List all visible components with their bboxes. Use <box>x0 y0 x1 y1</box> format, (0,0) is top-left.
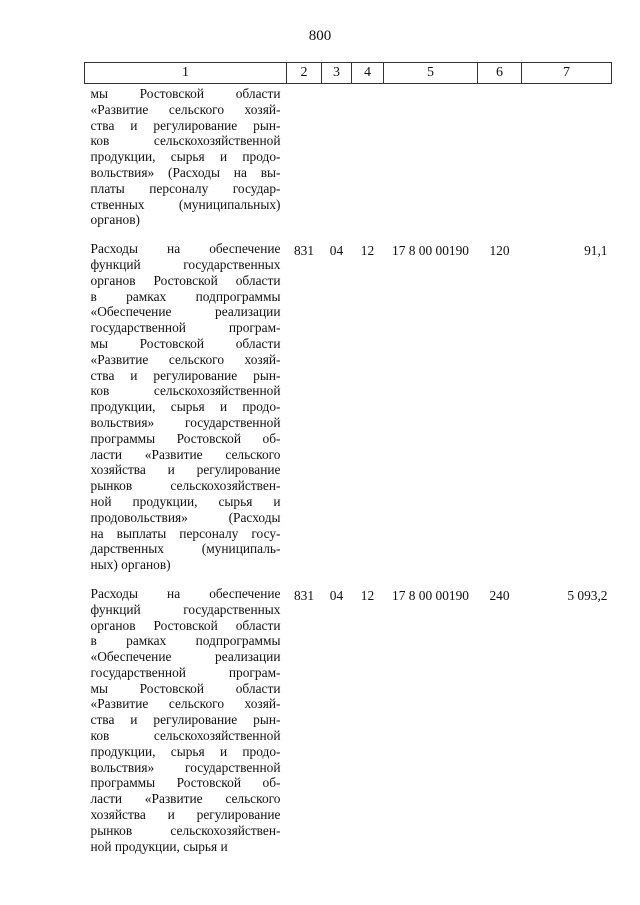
table-row <box>85 84 612 229</box>
description-line: органов Ростовской области <box>90 617 281 633</box>
page-number: 800 <box>308 28 332 44</box>
row-description <box>85 584 287 855</box>
admin-code-cell: 831 <box>293 243 315 259</box>
amount-cell: 5 093,2 <box>567 587 608 603</box>
description-line: органов Ростовской области <box>90 272 281 288</box>
column-header: 4 <box>352 63 384 84</box>
column-header: 2 <box>287 63 322 84</box>
description-line: ства и регулирование рын- <box>90 367 281 383</box>
description-line: ков сельскохозяйственной <box>90 133 281 149</box>
description-line: Расходы на обеспечение <box>90 585 281 601</box>
description-line: ства и регулирование рын- <box>90 712 281 728</box>
row-description <box>85 239 287 573</box>
row-spacer <box>85 228 612 239</box>
description-line: рынков сельскохозяйствен- <box>90 478 281 494</box>
description-line: ласти «Развитие сельского <box>90 791 281 807</box>
description-line: мы Ростовской области <box>90 335 281 351</box>
description-line: государственной програм- <box>90 664 281 680</box>
description-line: продовольствия» (Расходы <box>90 509 281 525</box>
target-article-cell: 17 8 00 00190 <box>392 243 469 259</box>
description-line: в рамках подпрограммы <box>90 633 281 649</box>
column-header: 7 <box>522 63 612 84</box>
description-line: «Обеспечение реализации <box>90 304 281 320</box>
table-row <box>85 239 612 573</box>
target-article-cell: 17 8 00 00190 <box>392 587 469 603</box>
description-line: программы Ростовской об- <box>90 775 281 791</box>
description-line: «Развитие сельского хозяй- <box>90 351 281 367</box>
table-body <box>85 84 612 855</box>
header-row <box>85 63 612 84</box>
admin-code-cell <box>287 84 322 229</box>
expense-type-cell: 120 <box>489 243 510 259</box>
description-line: продукции, сырья и продо- <box>90 399 281 415</box>
description-line: государственной програм- <box>90 320 281 336</box>
description-line: ной продукции, сырья и <box>90 493 281 509</box>
amount-cell: 91,1 <box>584 243 608 259</box>
expense-type-cell: 240 <box>489 587 510 603</box>
subsection-cell <box>352 84 384 229</box>
admin-code-cell: 831 <box>293 587 315 603</box>
column-header: 1 <box>85 63 287 84</box>
description-line: вольствия» государственной <box>90 759 281 775</box>
target-article-cell <box>384 84 478 229</box>
amount-cell <box>522 84 612 229</box>
description-line: ства и регулирование рын- <box>90 117 281 133</box>
description-line: хозяйства и регулирование <box>90 807 281 823</box>
description-line: в рамках подпрограммы <box>90 288 281 304</box>
description-line: продукции, сырья и продо- <box>90 743 281 759</box>
column-header: 5 <box>384 63 478 84</box>
description-line: мы Ростовской области <box>90 680 281 696</box>
description-line: ственных (муниципальных) <box>90 196 281 212</box>
description-line: ков сельскохозяйственной <box>90 728 281 744</box>
description-line: ков сельскохозяйственной <box>90 383 281 399</box>
description-line: ной продукции, сырья и <box>90 838 228 854</box>
description-line: вольствия» (Расходы на вы- <box>90 164 281 180</box>
row-spacer-cell <box>85 228 612 239</box>
subsection-cell: 12 <box>360 243 375 259</box>
description-line: ласти «Развитие сельского <box>90 446 281 462</box>
description-line: органов) <box>90 212 140 228</box>
budget-table <box>84 62 612 854</box>
description-line: рынков сельскохозяйствен- <box>90 822 281 838</box>
description-line: на выплаты персоналу госу- <box>90 525 281 541</box>
column-header: 6 <box>478 63 522 84</box>
description-line: программы Ростовской об- <box>90 430 281 446</box>
description-line: функций государственных <box>90 601 281 617</box>
description-line: платы персоналу государ- <box>90 180 281 196</box>
description-line: хозяйства и регулирование <box>90 462 281 478</box>
description-line: функций государственных <box>90 256 281 272</box>
description-line: мы Ростовской области <box>90 86 281 101</box>
section-cell: 04 <box>329 243 344 259</box>
subsection-cell: 12 <box>360 587 375 603</box>
description-line: вольствия» государственной <box>90 414 281 430</box>
description-line: Расходы на обеспечение <box>90 241 281 257</box>
description-line: дарственных (муниципаль- <box>90 541 281 557</box>
section-cell <box>322 84 352 229</box>
description-line: продукции, сырья и продо- <box>90 149 281 165</box>
description-line: «Развитие сельского хозяй- <box>90 101 281 117</box>
description-line: «Обеспечение реализации <box>90 649 281 665</box>
table-row <box>85 584 612 855</box>
row-spacer-cell <box>85 573 612 584</box>
column-header: 3 <box>322 63 352 84</box>
expense-type-cell <box>478 84 522 229</box>
section-cell: 04 <box>329 587 344 603</box>
row-description <box>85 84 287 229</box>
description-line: «Развитие сельского хозяй- <box>90 696 281 712</box>
description-line: ных) органов) <box>90 557 171 573</box>
row-spacer <box>85 573 612 584</box>
